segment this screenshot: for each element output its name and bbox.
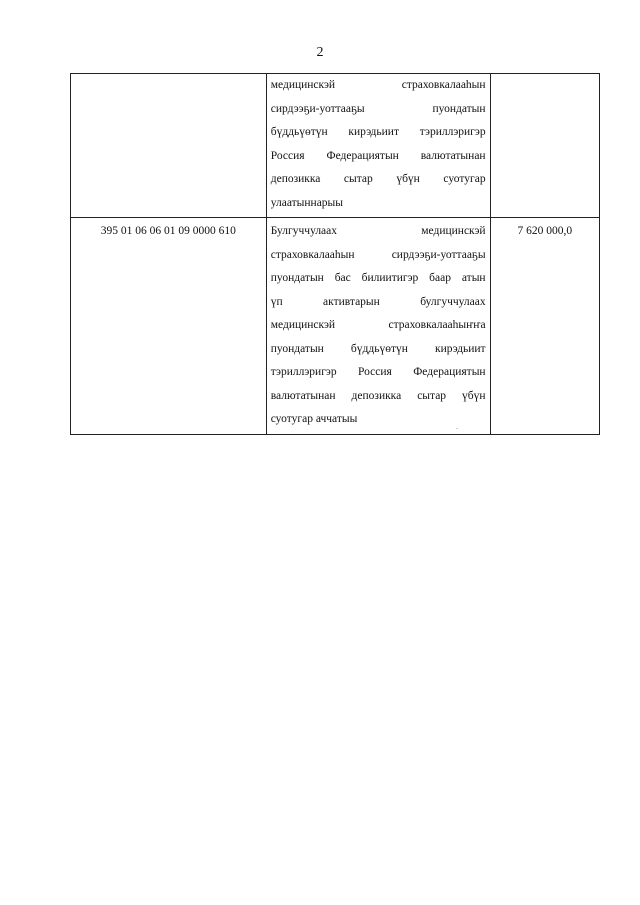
description-cell — [266, 74, 490, 218]
table-row — [71, 74, 600, 218]
description-cell — [266, 218, 490, 435]
description-line: суотугар аччатыы — [270, 413, 358, 425]
description-line: Россия Федерациятын валютатынан — [270, 149, 486, 162]
description-line: депозикка сытар үбүн суотугар — [270, 173, 486, 185]
description-line: сирдээҕи-уоттааҕы пуондатын — [270, 102, 486, 115]
page-number: 2 — [316, 45, 324, 60]
classification-code-cell — [71, 74, 267, 218]
description-line: медицинскэй страховкалааһын — [270, 79, 486, 91]
classification-code-cell: 395 01 06 06 01 09 0000 610 — [71, 218, 267, 435]
description-line: улаатыннарыы — [270, 196, 343, 209]
description-line: валютатынан депозикка сытар үбүн — [270, 389, 486, 402]
scan-speck — [456, 428, 458, 429]
description-line: страховкалааһын сирдээҕи-уоттааҕы — [270, 248, 486, 261]
budget-table — [70, 73, 600, 435]
description-line: медицинскэй страховкалааһыҥҥа — [270, 319, 486, 331]
description-line: тэриллэригэр Россия Федерациятын — [270, 366, 486, 378]
description-line: пуондатын бүддьүөтүн кирэдьиит — [270, 342, 486, 355]
description-line: Булгуччулаах медицинскэй — [270, 225, 486, 237]
description-line: бүддьүөтүн кирэдьиит тэриллэригэр — [270, 126, 486, 138]
table-row — [71, 218, 600, 435]
amount-cell: 7 620 000,0 — [490, 218, 599, 435]
amount-cell — [490, 74, 599, 218]
description-line: пуондатын бас билиитигэр баар атын — [270, 272, 486, 284]
description-line: үп активтарын булгуччулаах — [270, 295, 486, 308]
